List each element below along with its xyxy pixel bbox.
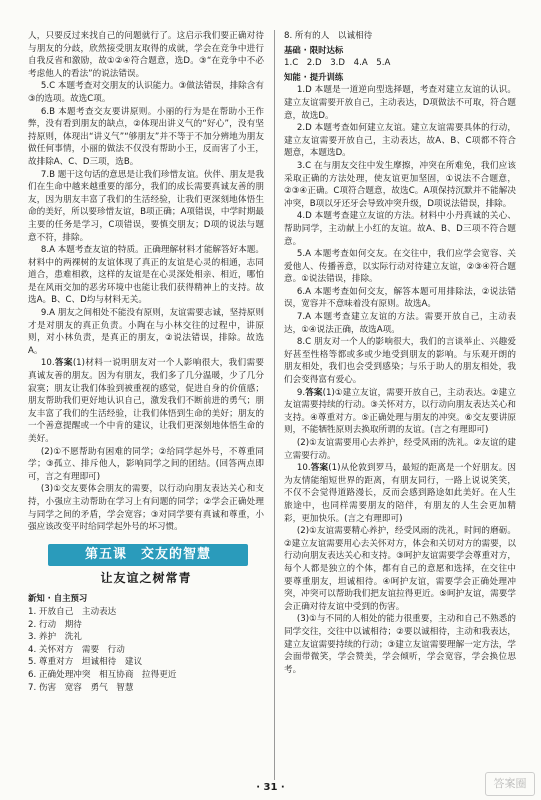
right-column — [284, 30, 516, 676]
answer-paragraph: 8.C 朋友对一个人的影响很大，我们的言谈举止、兴趣爱好甚至性格等都或多或少地受到朋友的影响。与乐观开朗的朋友相处，我们也会受到感染；与乐于助人的朋友相处，我们会变得富有爱心。 — [284, 337, 516, 386]
answer-paragraph: 4.D 本题考查建立友谊的方法。材料中小丹真诚的关心、帮助同学，主动献上小红的友谊。故A、B、D三项不符合题意。 — [284, 211, 516, 247]
answer-key-line: 1.C 2.D 3.D 4.A 5.A — [284, 58, 391, 69]
answer-number: 10. — [296, 463, 311, 474]
preview-item: 8. 所有的人 以诚相待 — [284, 31, 373, 41]
answer-paragraph: (3)①与不同的人相处的能力很重要，主动和自己不熟悉的同学交往，交往中以诚相待；②要以诚相待，主动和我表达，建立友谊需要持续的行动；③建立友谊需要理解一定方法，学会面带微笑，学会赞美，学会倾听，学会宽容，学会换位思考。 — [284, 614, 516, 675]
answer-9 — [284, 387, 516, 437]
answer-number: 10. — [40, 358, 55, 369]
preview-item: 3. 养护 洗礼 — [28, 632, 82, 643]
answer-paragraph: 7.B 题干这句话的意思是让我们珍惜友谊。伙伴、朋友是我们在生命中越来越重要的部分，我们的成长需要真诚友善的朋友，因为朋友丰富了我们的生活经验，让我们更深刻地体悟生命的美好，所以要珍惜友谊，B项正确；A项错误，中学时期最主要的任务是学习，C项错误，要慎交朋友；D项的说法与题意不符，排除。 — [28, 169, 264, 243]
left-column — [28, 30, 264, 694]
answer-paragraph: (2)①不愿帮助有困难的同学；②给同学起外号，不尊重同学；③孤立、排斥他人，影响同学之间的团结。(回答两点即可，言之有理即可) — [28, 446, 264, 482]
answer-paragraph: 3.C 在与朋友交往中发生摩擦，冲突在所难免，我们应该采取正确的方法处理，使友谊更加坚固，①说法不合题意，②③④正确。C项符合题意，故选C。A项保持沉默并不能解决冲突，B项以牙还牙会导致冲突升级，D项说法错误，排除。 — [284, 160, 516, 209]
answer-paragraph: 人，只要反过来找自己的问题就行了。这启示我们要正确对待与朋友的分歧，欣然接受朋友取得的成就，学会在竞争中进行自我反省和激励，故①②④符合题意，选D。③“在竞争中不必考虑他人的看法”的说法错误。 — [28, 31, 264, 79]
preview-item: 5. 尊重对方 坦诚相待 建议 — [28, 657, 143, 668]
answer-label: 答案 — [305, 387, 323, 398]
topic-title: 让友谊之树常青 — [100, 570, 192, 585]
answer-paragraph: 7.A 本题考查建立友谊的方法。需要开放自己，主动表达，①④说法正确，故选A项。 — [284, 312, 516, 335]
preview-item: 6. 正确处理冲突 相互协商 拉得更近 — [28, 669, 177, 680]
answer-paragraph: 2.D 本题考查如何建立友谊。建立友谊需要具体的行动，建立友谊需要开放自己，主动表达，故A、B、C项都不符合题意，本题选D。 — [284, 123, 516, 159]
answer-paragraph: (2)①友谊需要用心去养护，经受风雨的洗礼。②友谊的建立需要行动。 — [284, 438, 516, 461]
watermark-logo: 答案圈 — [485, 772, 535, 796]
answer-label: 答案 — [54, 358, 73, 369]
answer-paragraph: 9.A 朋友之间相处不能没有原则，友谊需要志诚，坚持原则才是对朋友的真正负责。小陶在与小林交往的过程中，讲原则，对小林负责，是真正的朋友，②说法错误，排除。故选A。 — [28, 308, 264, 356]
column-divider — [274, 30, 275, 780]
answer-text: (1)从伦敦到罗马，最短的距离是一个好朋友。因为友情能缩短世界的距离，有朋友同行，一路上说说笑笑，不仅不会觉得道路漫长，反而会感到路途如此美好。在人生旅途中，也同样需要朋友的陪伴，有朋友的人生会更加精彩，更加快乐。(言之有理即可) — [284, 463, 516, 524]
answer-paragraph: 1.D 本题是一道逆向型选择题，考查对建立友谊的认识。建立友谊需要开放自己，主动表达，D项做法不可取，符合题意，故选D。 — [284, 85, 516, 121]
answer-paragraph: (2)①友谊需要精心养护，经受风雨的洗礼，时间的磨砺。②建立友谊需要用心去关怀对方，体会和关切对方的需要，以行动向朋友表达关心和支持。③呵护友谊需要学会尊重对方，每个人都是独立的个体，都有自己的意愿和选择，在交往中要尊重朋友，坦诚相待。④呵护友谊，需要学会正确处理冲突，冲突可以帮助我们把友谊拉得更近。⑤呵护友谊，需要学会正确对待友谊中受到的伤害。 — [284, 526, 516, 612]
lesson-title-banner: 第五课 交友的智慧 — [48, 544, 248, 566]
answer-number: 9. — [296, 387, 306, 398]
answer-label: 答案 — [310, 463, 329, 474]
section-subheading: 基础 · 限时达标 — [284, 44, 344, 55]
answer-paragraph: 8.A 本题考查友谊的特质。正确理解材料才能解答好本题。材料中的两裸树的友谊体现了真正的友谊是心灵的相通，志同道合，患难相救，这样的友谊是在心灵深处相亲、相近，哪怕是在风雨交加的恶劣环境中也能让我们获得精神上的支持。故选A。B、C、D均与材料无关。 — [28, 245, 264, 306]
answer-10 — [284, 462, 516, 525]
answer-text: (1)材料一说明朋友对一个人影响很大，我们需要真诚友善的朋友。因为有朋友，我们多了几分温暖，少了几分寂寞；朋友让我们体验到被重视的感觉，促进自身的价值感；朋友帮助我们更好地认识自己，激发我们不断前进的勇气；朋友丰富了我们的生活经验，让我们体悟到生命的美好；朋友的一个善意提醒或一个中肯的建议，让我们更深刻地体悟生命的美好。 — [28, 358, 264, 444]
answer-paragraph: (3)①交友要体会朋友的需要，以行动向朋友表达关心和支持，小强应主动帮助在学习上有问题的同学；②学会正确处理与同学之间的矛盾，学会宽容；③对同学要有真诚和尊重，小强应该改变平时给同学起外号的坏习惯。 — [28, 484, 264, 533]
answer-text: (1)①建立友谊，需要开放自己，主动表达。②建立友谊需要持续的行动。③关怀对方，以行动向朋友表达关心和支持。④尊重对方。⑤正确处理与朋友的冲突。⑥交友要讲原则，不能牺牲原则去换取所谓的友谊。(言之有理即可) — [284, 387, 516, 436]
section-subheading: 知能 · 提升训练 — [284, 71, 344, 82]
section-subheading: 新知 · 自主预习 — [28, 593, 88, 604]
preview-item: 7. 伤害 宽容 勇气 智慧 — [28, 682, 134, 693]
preview-item: 2. 行动 期待 — [28, 619, 82, 630]
page-number: · 31 · — [256, 782, 285, 793]
preview-item: 4. 关怀对方 需要 行动 — [28, 644, 125, 655]
answer-paragraph: 5.C 本题考查对交朋友的认识能力。③做法错误，排除含有③的选项。故选C项。 — [28, 81, 264, 104]
answer-paragraph: 6.B 本题考查交友要讲原则。小丽的行为是在帮助小王作弊，没有看到朋友的缺点，②体现出讲义气的“好心”，没有坚持原则，体现出“讲义气”“够朋友”并不等于不加分辨地为朋友做任何事情，小丽的做法不仅没有帮助小王，反而害了小王，故排除A、C、D三项，选B。 — [28, 106, 264, 167]
answer-paragraph: 5.A 本题考查如何交友。在交往中，我们应学会宽容、关爱他人、传播善意，以实际行动对待建立友谊，②③④符合题意。①说法错误，排除。 — [284, 249, 516, 285]
answer-10 — [28, 357, 264, 445]
preview-item: 1. 开放自己 主动表达 — [28, 606, 117, 617]
answer-paragraph: 6.A 本题考查如何交友，解答本题可用排除法，②说法错误，宽容并不意味着没有原则。故选A。 — [284, 286, 516, 310]
